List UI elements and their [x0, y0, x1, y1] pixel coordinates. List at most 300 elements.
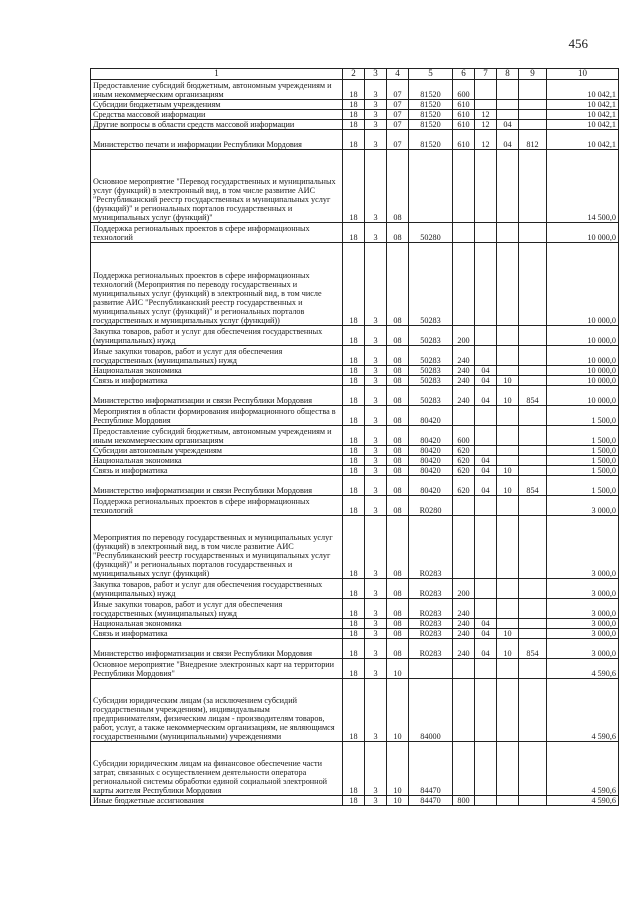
code-cell: 08 [387, 346, 409, 366]
code-cell [475, 346, 497, 366]
code-cell: 240 [453, 346, 475, 366]
table-row [91, 639, 619, 659]
column-header: 3 [365, 69, 387, 80]
code-cell: 854 [519, 639, 547, 659]
code-cell: 240 [453, 386, 475, 406]
code-cell [497, 326, 519, 346]
code-cell: 04 [475, 376, 497, 386]
amount-cell: 10 042,1 [547, 80, 619, 100]
code-cell: 18 [343, 496, 365, 516]
code-cell: 10 [387, 659, 409, 679]
table-row [91, 426, 619, 446]
code-cell: 600 [453, 426, 475, 446]
code-cell: 10 [497, 376, 519, 386]
code-cell [453, 516, 475, 579]
table-row [91, 742, 619, 796]
code-cell: 620 [453, 476, 475, 496]
row-name-cell: Министерство печати и информации Республики Мордовия [91, 130, 343, 150]
row-name-cell: Основное мероприятие "Перевод государственных и муниципальных услуг (функций) в электронный вид, в том числе развитие АИС "Республиканский реестр государственных и муниципальных услуг (функций)" и региональных порталов государственных и муниципальных услуг (функций)" [91, 150, 343, 223]
code-cell [519, 326, 547, 346]
amount-cell: 14 500,0 [547, 150, 619, 223]
code-cell [497, 446, 519, 456]
code-cell: 04 [497, 130, 519, 150]
code-cell: 08 [387, 466, 409, 476]
table-row [91, 150, 619, 223]
code-cell [519, 629, 547, 639]
column-header: 7 [475, 69, 497, 80]
code-cell: 610 [453, 100, 475, 110]
code-cell [519, 346, 547, 366]
row-name-cell: Национальная экономика [91, 366, 343, 376]
code-cell [475, 100, 497, 110]
code-cell: 84470 [409, 742, 453, 796]
code-cell [475, 659, 497, 679]
code-cell: 50283 [409, 326, 453, 346]
code-cell: 07 [387, 80, 409, 100]
code-cell [475, 496, 497, 516]
code-cell: 12 [475, 120, 497, 130]
code-cell [497, 366, 519, 376]
code-cell: 3 [365, 619, 387, 629]
amount-cell: 10 000,0 [547, 243, 619, 326]
amount-cell: 3 000,0 [547, 579, 619, 599]
row-name-cell: Субсидии юридическим лицам (за исключением субсидий государственным учреждениям), индивидуальным предпринимателям, физическим лицам - производителям товаров, работ, услуг, а также некоммерческим организациям, не являющимся государственными (муниципальными) учреждениями [91, 679, 343, 742]
code-cell [519, 150, 547, 223]
row-name-cell: Предоставление субсидий бюджетным, автономным учреждениям и иным некоммерческим организациям [91, 426, 343, 446]
table-row [91, 120, 619, 130]
code-cell [453, 679, 475, 742]
code-cell: 18 [343, 366, 365, 376]
code-cell [497, 80, 519, 100]
code-cell [453, 659, 475, 679]
code-cell: 08 [387, 476, 409, 496]
code-cell: 81520 [409, 120, 453, 130]
code-cell: 18 [343, 100, 365, 110]
code-cell: 50280 [409, 223, 453, 243]
column-header: 8 [497, 69, 519, 80]
row-name-cell: Мероприятия в области формирования информационного общества в Республике Мордовия [91, 406, 343, 426]
code-cell [519, 446, 547, 456]
code-cell: 3 [365, 516, 387, 579]
code-cell: 80420 [409, 456, 453, 466]
code-cell [497, 346, 519, 366]
table-row [91, 619, 619, 629]
code-cell [519, 366, 547, 376]
code-cell: 240 [453, 629, 475, 639]
row-name-cell: Министерство информатизации и связи Республики Мордовия [91, 476, 343, 496]
code-cell [497, 426, 519, 446]
code-cell: 18 [343, 426, 365, 446]
code-cell [497, 496, 519, 516]
code-cell [519, 619, 547, 629]
code-cell: 04 [475, 456, 497, 466]
code-cell: 80420 [409, 476, 453, 496]
code-cell [519, 376, 547, 386]
code-cell [519, 80, 547, 100]
amount-cell: 4 590,6 [547, 796, 619, 806]
row-name-cell: Мероприятия по переводу государственных и муниципальных услуг (функций) в электронный вид, в том числе развитие АИС "Республиканский реестр государственных и муниципальных услуг (функций)" и региональных порталов государственных и муниципальных услуг (функций) [91, 516, 343, 579]
code-cell [475, 446, 497, 456]
amount-cell: 10 000,0 [547, 386, 619, 406]
code-cell [409, 150, 453, 223]
code-cell: 3 [365, 579, 387, 599]
code-cell: 3 [365, 496, 387, 516]
code-cell: 240 [453, 639, 475, 659]
code-cell: 812 [519, 130, 547, 150]
amount-cell: 10 000,0 [547, 223, 619, 243]
code-cell: 04 [475, 629, 497, 639]
row-name-cell: Связь и информатика [91, 466, 343, 476]
code-cell [475, 80, 497, 100]
code-cell: 18 [343, 80, 365, 100]
code-cell: 3 [365, 243, 387, 326]
code-cell [519, 426, 547, 446]
code-cell: 18 [343, 516, 365, 579]
code-cell [497, 659, 519, 679]
code-cell [475, 426, 497, 446]
code-cell: R0280 [409, 496, 453, 516]
amount-cell: 4 590,6 [547, 659, 619, 679]
code-cell: 04 [475, 619, 497, 629]
code-cell: 3 [365, 796, 387, 806]
code-cell: 84470 [409, 796, 453, 806]
code-cell: 07 [387, 110, 409, 120]
table-row [91, 659, 619, 679]
code-cell: 10 [497, 639, 519, 659]
column-header: 1 [91, 69, 343, 80]
code-cell [497, 223, 519, 243]
code-cell: 620 [453, 456, 475, 466]
amount-cell: 10 000,0 [547, 366, 619, 376]
code-cell [519, 406, 547, 426]
code-cell: 18 [343, 243, 365, 326]
code-cell [497, 516, 519, 579]
table-row [91, 599, 619, 619]
code-cell [519, 659, 547, 679]
code-cell: 854 [519, 386, 547, 406]
code-cell [497, 679, 519, 742]
code-cell: 81520 [409, 100, 453, 110]
code-cell [519, 796, 547, 806]
code-cell [475, 243, 497, 326]
code-cell [409, 659, 453, 679]
code-cell: 04 [475, 639, 497, 659]
code-cell: R0283 [409, 516, 453, 579]
row-name-cell: Другие вопросы в области средств массовой информации [91, 120, 343, 130]
code-cell [497, 100, 519, 110]
row-name-cell: Закупка товаров, работ и услуг для обеспечения государственных (муниципальных) нужд [91, 579, 343, 599]
code-cell: 3 [365, 659, 387, 679]
code-cell: 08 [387, 456, 409, 466]
code-cell [519, 110, 547, 120]
amount-cell: 10 000,0 [547, 326, 619, 346]
code-cell: 18 [343, 223, 365, 243]
amount-cell: 4 590,6 [547, 679, 619, 742]
code-cell: 3 [365, 223, 387, 243]
code-cell: 04 [475, 466, 497, 476]
code-cell: 81520 [409, 80, 453, 100]
code-cell: 50283 [409, 376, 453, 386]
code-cell: 240 [453, 366, 475, 376]
code-cell: 10 [387, 796, 409, 806]
code-cell: 08 [387, 243, 409, 326]
table-row [91, 110, 619, 120]
code-cell: 240 [453, 599, 475, 619]
code-cell [497, 742, 519, 796]
amount-cell: 3 000,0 [547, 639, 619, 659]
code-cell: 3 [365, 100, 387, 110]
code-cell: 08 [387, 406, 409, 426]
code-cell: 10 [497, 466, 519, 476]
code-cell: 18 [343, 406, 365, 426]
code-cell: 08 [387, 599, 409, 619]
code-cell: 84000 [409, 679, 453, 742]
code-cell: 18 [343, 326, 365, 346]
code-cell: 08 [387, 366, 409, 376]
row-name-cell: Поддержка региональных проектов в сфере информационных технологий (Мероприятия по переводу государственных и муниципальных услуг (функций) в электронный вид, в том числе развитие АИС "Республиканский реестр государственных и муниципальных услуг (функций)" и региональных порталов государственных и муниципальных услуг (функций)) [91, 243, 343, 326]
row-name-cell: Предоставление субсидий бюджетным, автономным учреждениям и иным некоммерческим организациям [91, 80, 343, 100]
code-cell: 18 [343, 659, 365, 679]
row-name-cell: Связь и информатика [91, 376, 343, 386]
code-cell: 3 [365, 599, 387, 619]
amount-cell: 3 000,0 [547, 496, 619, 516]
amount-cell: 10 042,1 [547, 110, 619, 120]
code-cell: 610 [453, 130, 475, 150]
code-cell [497, 110, 519, 120]
code-cell [519, 100, 547, 110]
code-cell [519, 456, 547, 466]
table-row [91, 346, 619, 366]
code-cell: 3 [365, 346, 387, 366]
code-cell: 3 [365, 629, 387, 639]
amount-cell: 10 042,1 [547, 130, 619, 150]
code-cell: 80420 [409, 426, 453, 446]
page-number: 456 [568, 36, 588, 51]
code-cell: 07 [387, 120, 409, 130]
code-cell: 620 [453, 466, 475, 476]
row-name-cell: Министерство информатизации и связи Республики Мордовия [91, 639, 343, 659]
code-cell: 610 [453, 120, 475, 130]
code-cell [519, 496, 547, 516]
code-cell: 04 [475, 386, 497, 406]
code-cell: 3 [365, 120, 387, 130]
column-header: 2 [343, 69, 365, 80]
code-cell: 50283 [409, 386, 453, 406]
code-cell [519, 516, 547, 579]
code-cell: 3 [365, 366, 387, 376]
code-cell: 04 [497, 120, 519, 130]
code-cell: 3 [365, 466, 387, 476]
code-cell: 08 [387, 639, 409, 659]
code-cell: R0283 [409, 619, 453, 629]
column-header: 9 [519, 69, 547, 80]
code-cell [497, 150, 519, 223]
code-cell: 08 [387, 619, 409, 629]
code-cell [497, 579, 519, 599]
code-cell [497, 406, 519, 426]
code-cell: 80420 [409, 466, 453, 476]
code-cell: 18 [343, 120, 365, 130]
amount-cell: 10 042,1 [547, 100, 619, 110]
code-cell: 200 [453, 326, 475, 346]
code-cell: 200 [453, 579, 475, 599]
row-name-cell: Иные закупки товаров, работ и услуг для обеспечения государственных (муниципальных) нужд [91, 599, 343, 619]
amount-cell: 1 500,0 [547, 426, 619, 446]
code-cell: 18 [343, 476, 365, 496]
row-name-cell: Поддержка региональных проектов в сфере информационных технологий [91, 223, 343, 243]
code-cell [453, 150, 475, 223]
budget-table [90, 68, 619, 806]
row-name-cell: Основное мероприятие "Внедрение электронных карт на территории Республики Мордовия" [91, 659, 343, 679]
column-header: 6 [453, 69, 475, 80]
code-cell [519, 679, 547, 742]
amount-cell: 3 000,0 [547, 599, 619, 619]
amount-cell: 3 000,0 [547, 619, 619, 629]
code-cell [475, 599, 497, 619]
code-cell [453, 406, 475, 426]
code-cell: 3 [365, 742, 387, 796]
row-name-cell: Поддержка региональных проектов в сфере информационных технологий [91, 496, 343, 516]
column-header: 10 [547, 69, 619, 80]
code-cell: 18 [343, 386, 365, 406]
code-cell: 18 [343, 110, 365, 120]
code-cell [453, 496, 475, 516]
table-row [91, 100, 619, 110]
code-cell: 3 [365, 406, 387, 426]
code-cell: 3 [365, 80, 387, 100]
code-cell: 800 [453, 796, 475, 806]
code-cell [519, 599, 547, 619]
code-cell: 10 [387, 742, 409, 796]
code-cell: 18 [343, 599, 365, 619]
table-row [91, 516, 619, 579]
amount-cell: 1 500,0 [547, 466, 619, 476]
table-row [91, 466, 619, 476]
table-row [91, 376, 619, 386]
code-cell [519, 223, 547, 243]
table-row [91, 496, 619, 516]
code-cell: R0283 [409, 629, 453, 639]
code-cell: 3 [365, 150, 387, 223]
code-cell: 50283 [409, 366, 453, 376]
code-cell: 3 [365, 639, 387, 659]
table-row [91, 243, 619, 326]
code-cell: 18 [343, 130, 365, 150]
code-cell: 07 [387, 100, 409, 110]
code-cell: 18 [343, 579, 365, 599]
code-cell: 50283 [409, 346, 453, 366]
code-cell: 07 [387, 130, 409, 150]
code-cell: 620 [453, 446, 475, 456]
row-name-cell: Национальная экономика [91, 619, 343, 629]
code-cell: 3 [365, 110, 387, 120]
table-row [91, 223, 619, 243]
code-cell [497, 619, 519, 629]
code-cell: 08 [387, 223, 409, 243]
code-cell: 12 [475, 130, 497, 150]
code-cell [519, 243, 547, 326]
amount-cell: 3 000,0 [547, 629, 619, 639]
code-cell: 3 [365, 326, 387, 346]
code-cell: 08 [387, 150, 409, 223]
code-cell [475, 796, 497, 806]
table-row [91, 446, 619, 456]
code-cell: 3 [365, 446, 387, 456]
row-name-cell: Субсидии автономным учреждениям [91, 446, 343, 456]
code-cell [475, 679, 497, 742]
code-cell: 3 [365, 679, 387, 742]
amount-cell: 10 000,0 [547, 346, 619, 366]
code-cell: 50283 [409, 243, 453, 326]
code-cell: 18 [343, 446, 365, 456]
table-row [91, 579, 619, 599]
code-cell [475, 326, 497, 346]
row-name-cell: Закупка товаров, работ и услуг для обеспечения государственных (муниципальных) нужд [91, 326, 343, 346]
table-row [91, 476, 619, 496]
code-cell [519, 579, 547, 599]
table-header-row [91, 69, 619, 80]
table-row [91, 796, 619, 806]
code-cell: 18 [343, 456, 365, 466]
amount-cell: 3 000,0 [547, 516, 619, 579]
row-name-cell: Средства массовой информации [91, 110, 343, 120]
code-cell [475, 516, 497, 579]
code-cell: 600 [453, 80, 475, 100]
code-cell [475, 223, 497, 243]
code-cell [475, 406, 497, 426]
code-cell: 3 [365, 456, 387, 466]
code-cell: 08 [387, 496, 409, 516]
code-cell [519, 742, 547, 796]
code-cell: 18 [343, 796, 365, 806]
code-cell: 08 [387, 446, 409, 456]
amount-cell: 1 500,0 [547, 456, 619, 466]
code-cell: 3 [365, 386, 387, 406]
code-cell: 80420 [409, 446, 453, 456]
amount-cell: 10 042,1 [547, 120, 619, 130]
code-cell: 3 [365, 130, 387, 150]
code-cell: 10 [497, 476, 519, 496]
code-cell [497, 243, 519, 326]
code-cell [497, 796, 519, 806]
code-cell [519, 120, 547, 130]
table-row [91, 326, 619, 346]
code-cell: 3 [365, 376, 387, 386]
code-cell: 81520 [409, 110, 453, 120]
table-row [91, 130, 619, 150]
code-cell: 08 [387, 516, 409, 579]
code-cell: 81520 [409, 130, 453, 150]
code-cell: 08 [387, 426, 409, 446]
code-cell: 240 [453, 619, 475, 629]
amount-cell: 1 500,0 [547, 406, 619, 426]
row-name-cell: Субсидии юридическим лицам на финансовое обеспечение части затрат, связанных с осуществлением деятельности оператора региональной системы обработки единой социальной электронной карты жителя Республики Мордовия [91, 742, 343, 796]
table-row [91, 629, 619, 639]
code-cell: 10 [497, 629, 519, 639]
table-row [91, 456, 619, 466]
row-name-cell: Иные бюджетные ассигнования [91, 796, 343, 806]
code-cell [475, 150, 497, 223]
code-cell: 04 [475, 476, 497, 496]
row-name-cell: Иные закупки товаров, работ и услуг для обеспечения государственных (муниципальных) нужд [91, 346, 343, 366]
code-cell: R0283 [409, 579, 453, 599]
code-cell: 08 [387, 326, 409, 346]
column-header: 5 [409, 69, 453, 80]
code-cell: 80420 [409, 406, 453, 426]
code-cell [519, 466, 547, 476]
code-cell: 18 [343, 466, 365, 476]
code-cell: 3 [365, 426, 387, 446]
